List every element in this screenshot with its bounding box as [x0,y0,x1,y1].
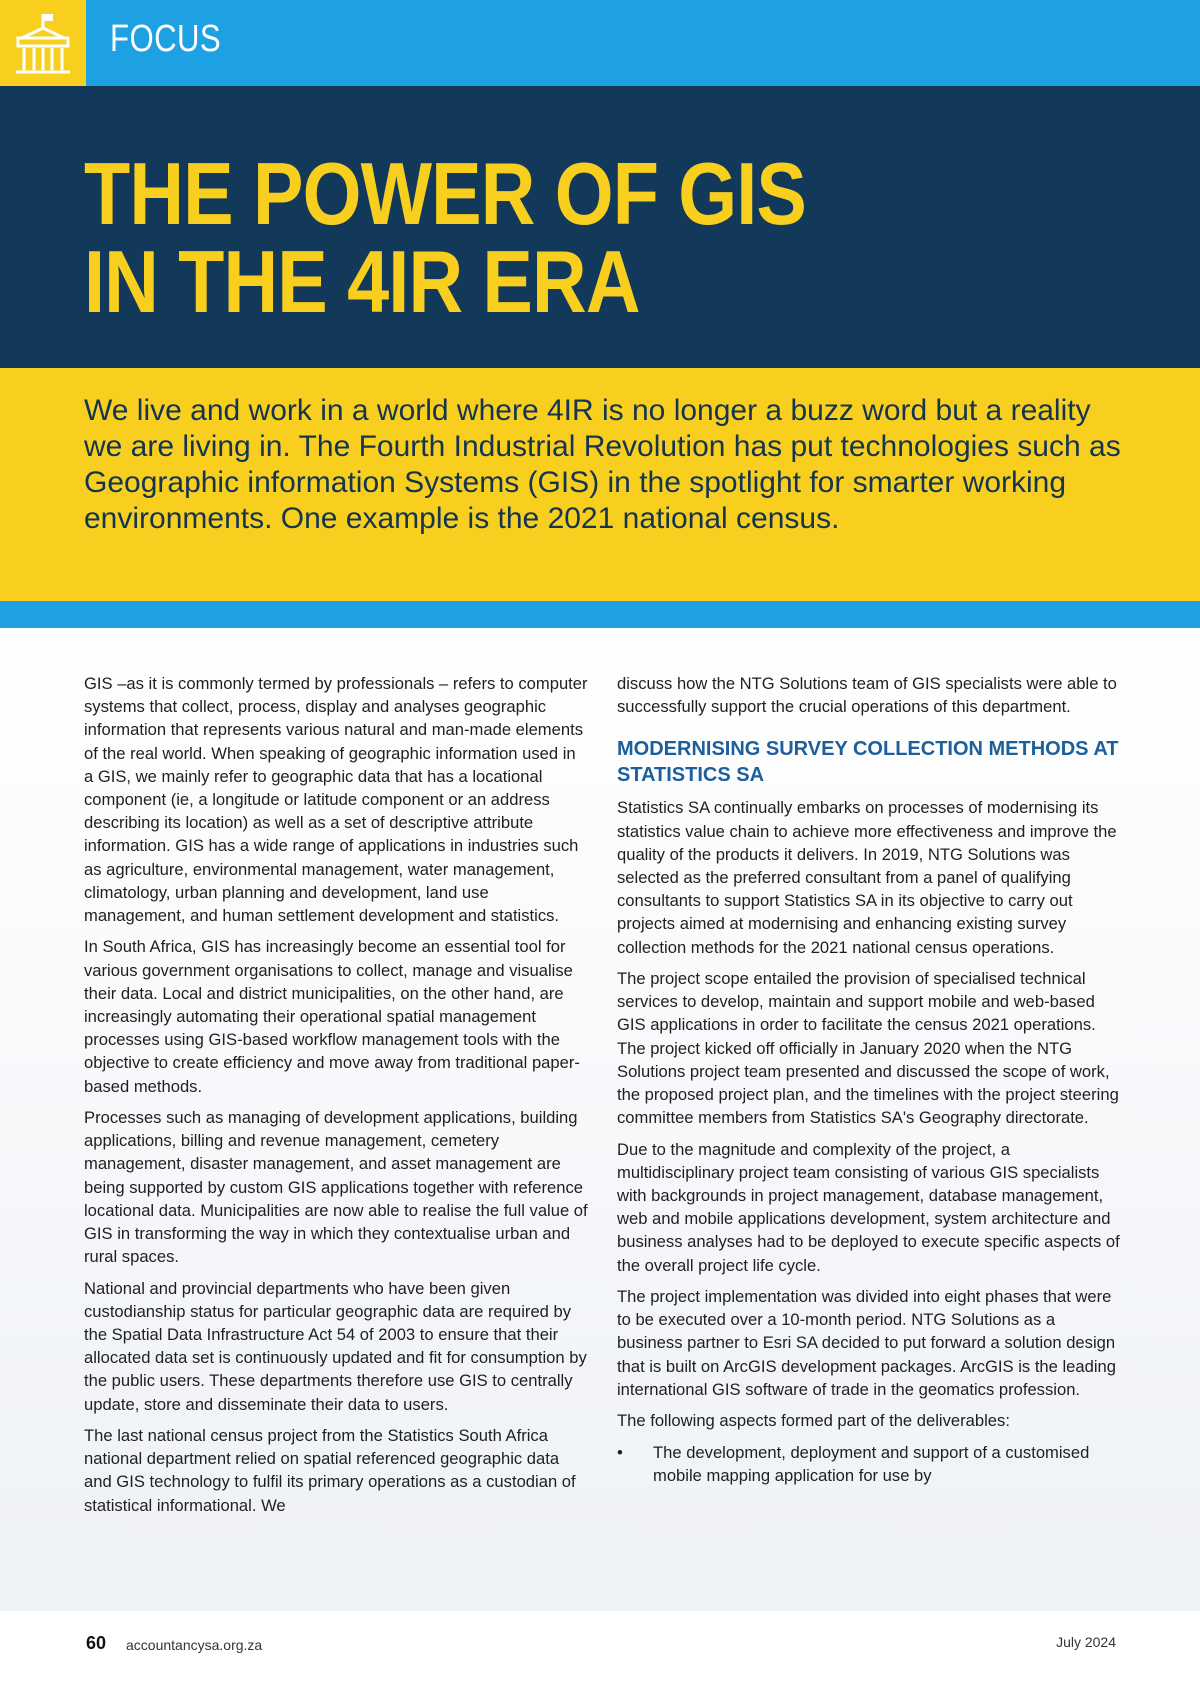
paragraph: In South Africa, GIS has increasingly become an essential tool for various government organisations to collect, manage and visualise their data. Local and district municipalities, on the other hand, are increasingly automating their operational spatial management processes using GIS-based workflow management tools with the objective to create efficiency and move away from traditional paper-based methods. [84,937,580,1096]
section-logo [0,0,86,86]
paragraph: The project scope entailed the provision of specialised technical services to develop, maintain and support mobile and web-based GIS applications in order to facilitate the census 2021 operations. The project kicked off officially in January 2020 when the NTG Solutions project team presented and discussed the scope of work, the proposed project plan, and the timelines with the project steering committee members from Statistics SA's Geography directorate. [617,969,1119,1128]
paragraph: National and provincial departments who have been given custodianship status for particular geographic data are required by the Spatial Data Infrastructure Act 54 of 2003 to ensure that their allocated data set is continuously updated and fit for consumption by the public users. These departments therefore use GIS to centrally update, store and disseminate their data to users. [84,1278,587,1414]
building-flag-icon [0,0,86,86]
section-subheading: MODERNISING SURVEY COLLECTION METHODS AT STATISTICS SA [617,738,1119,787]
left-column [84,672,589,1525]
page-number: 60 [86,1633,107,1653]
divider-strip [0,601,1200,628]
paragraph: Due to the magnitude and complexity of the project, a multidisciplinary project team consisting of various GIS specialists with backgrounds in project management, database management, web and mobile applications development, system architecture and business analyses had to be deployed to execute specific aspects of the overall project life cycle. [617,1139,1120,1275]
bullet-marker: • [617,1442,623,1462]
issue-date: July 2024 [1056,1634,1116,1650]
list-item [617,1441,1122,1487]
right-column [617,672,1122,1495]
paragraph: The project implementation was divided into eight phases that were to be executed over a 10-month period. NTG Solutions as a business partner to Esri SA decided to put forward a solution design that is built on ArcGIS development packages. ArcGIS is the leading international GIS software of trade in the geomatics profession. [617,1287,1117,1399]
paragraph: Statistics SA continually embarks on processes of modernising its statistics value chain to achieve more effectiveness and improve the quality of the products it delivers. In 2019, NTG Solutions was selected as the preferred consultant from a panel of qualifying consultants to support Statistics SA in its objective to carry out projects aimed at modernising and enhancing existing survey collection methods for the 2021 national census operations. [617,798,1117,957]
paragraph: The last national census project from the Statistics South Africa national department relied on spatial referenced geographic data and GIS technology to fulfil its primary operations as a custodian of statistical informational. We [84,1426,576,1515]
paragraph: GIS –as it is commonly termed by professionals – refers to computer systems that collect, process, display and analyses geographic information that represents various natural and man-made elements of the real world. When speaking of geographic information used in a GIS, we mainly refer to geographic data that has a locational component (ie, a longitude or latitude component or an address describing its location) as well as a set of descriptive attribute information. GIS has a wide range of applications in industries such as agriculture, environmental management, water management, climatology, urban planning and development, land use management, and human settlement development and statistics. [84,674,588,926]
page-title [84,144,807,331]
paragraph: The following aspects formed part of the deliverables: [617,1411,1010,1431]
paragraph: Processes such as managing of development applications, building applications, billing and revenue management, cemetery management, disaster management, and asset management are being supported by custom GIS applications together with reference locational data. Municipalities are now able to realise the full value of GIS in transforming the way in which they contextualise urban and rural spaces. [84,1108,588,1267]
title-line-2: IN THE 4IR ERA [84,232,640,331]
website-link[interactable]: accountancysa.org.za [126,1637,263,1653]
footer [0,1611,1200,1696]
title-line-1: THE POWER OF GIS [84,144,807,243]
intro-text: We live and work in a world where 4IR is no longer a buzz word but a reality we are living in. The Fourth Industrial Revolution has put technologies such as Geographic information Systems (GIS) in the spotlight for smarter working environments. One example is the 2021 national census. [84,394,1121,535]
list-item-text: The development, deployment and support of a customised mobile mapping application for use by [653,1442,1090,1485]
section-label: FOCUS [110,18,222,60]
paragraph: discuss how the NTG Solutions team of GIS specialists were able to successfully support the crucial operations of this department. [617,674,1117,717]
